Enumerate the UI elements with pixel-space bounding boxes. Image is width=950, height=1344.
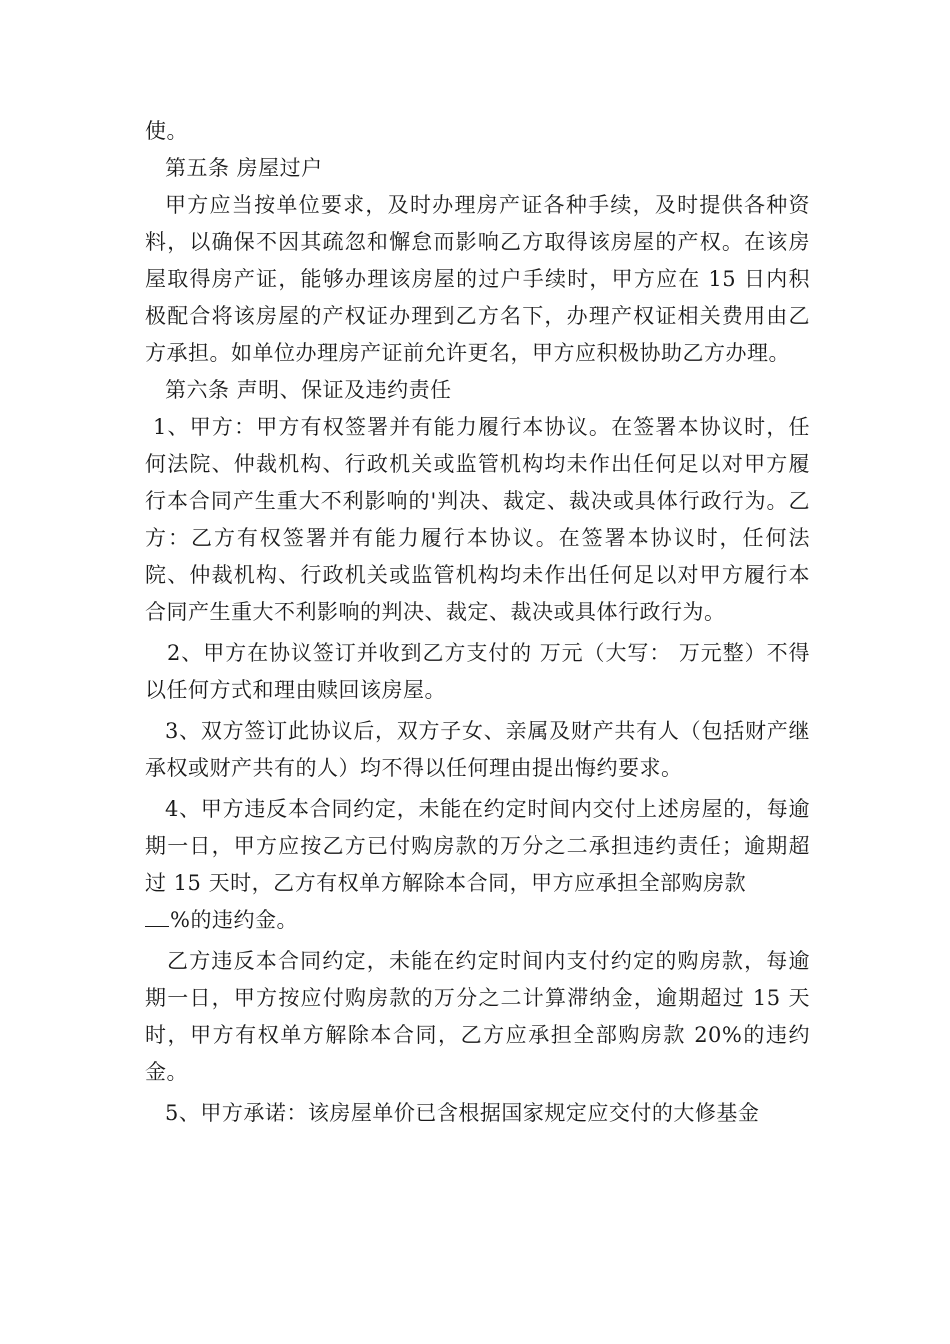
article-6-heading: 第六条 声明、保证及违约责任 xyxy=(165,378,452,402)
article-5-heading: 第五条 房屋过户 xyxy=(165,156,323,180)
clause-4-text: 4、甲方违反本合同约定，未能在约定时间内交付上述房屋的，每逾期一日，甲方应按乙方已付购房款的万分之二承担违约责任；逾期超过 15 天时，乙方有权单方解除本合同，甲方应承担全部购房款 xyxy=(145,797,810,895)
clause-4-tail: %的违约金。 xyxy=(170,908,298,932)
article-5-body: 甲方应当按单位要求，及时办理房产证各种手续，及时提供各种资料，以确保不因其疏忽和懈怠而影响乙方取得该房屋的产权。在该房屋取得房产证，能够办理该房屋的过户手续时，甲方应在 15 日内积极配合将该房屋的产权证办理到乙方名下，办理产权证相关费用由乙方承担。如单位办理房产证前允许更名，甲方应积极协助乙方办理。 xyxy=(145,193,810,365)
clause-5-paragraph: 5、甲方承诺：该房屋单价已含根据国家规定应交付的大修基金 xyxy=(165,1101,760,1125)
clause-2-paragraph: 2、甲方在协议签订并收到乙方支付的 万元（大写： 万元整）不得以任何方式和理由赎回该房屋。 xyxy=(145,641,810,702)
clause-3-paragraph: 3、双方签订此协议后，双方子女、亲属及财产共有人（包括财产继承权或财产共有的人）均不得以任何理由提出悔约要求。 xyxy=(145,719,810,780)
party-b-breach-paragraph: 乙方违反本合同约定，未能在约定时间内支付约定的购房款，每逾期一日，甲方按应付购房款的万分之二计算滞纳金，逾期超过 15 天时，甲方有权单方解除本合同，乙方应承担全部购房款 20%的违约金。 xyxy=(145,949,810,1084)
clause-1-paragraph: 1、甲方：甲方有权签署并有能力履行本协议。在签署本协议时，任何法院、仲裁机构、行政机关或监管机构均未作出任何足以对甲方履行本合同产生重大不利影响的'判决、裁定、裁决或具体行政行为。乙方：乙方有权签署并有能力履行本协议。在签署本协议时，任何法院、仲裁机构、行政机关或监管机构均未作出任何足以对甲方履行本合同产生重大不利影响的判决、裁定、裁决或具体行政行为。 xyxy=(145,415,810,624)
fill-in-blank xyxy=(145,925,169,927)
paragraph-continuation: 使。 xyxy=(145,119,188,143)
document-body xyxy=(145,113,810,1132)
clause-4-paragraph xyxy=(145,791,810,939)
